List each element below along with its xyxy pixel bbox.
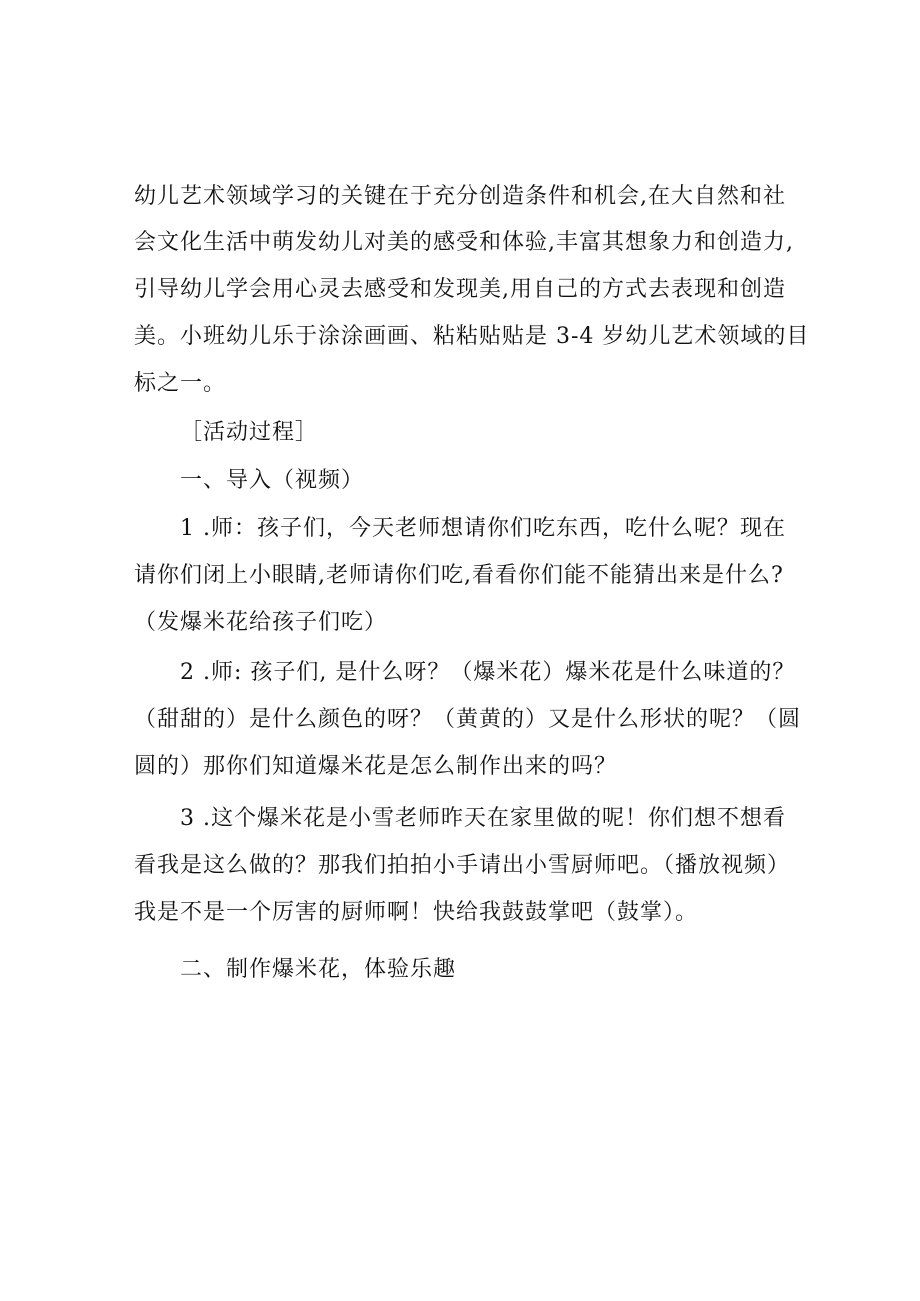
paragraph-line: 3 .这个爆米花是小雪老师昨天在家里做的呢！你们想不想看	[180, 806, 786, 831]
paragraph-line: 1 .师：孩子们，今天老师想请你们吃东西，吃什么呢？现在	[180, 516, 786, 541]
paragraph-line: 标之一。	[134, 371, 227, 396]
section-heading: 一、导入（视频）	[180, 468, 365, 493]
paragraph-line: （发爆米花给孩子们吃）	[134, 610, 388, 635]
paragraph-line: 引导幼儿学会用心灵去感受和发现美,用自己的方式去表现和创造	[134, 277, 786, 302]
paragraph-line: 我是不是一个厉害的厨师啊！快给我鼓鼓掌吧（鼓掌）。	[134, 900, 699, 925]
section-heading: ［活动过程］	[180, 420, 319, 445]
paragraph-line: 幼儿艺术领域学习的关键在于充分创造条件和机会,在大自然和社	[134, 184, 786, 209]
paragraph-line: 圆的）那你们知道爆米花是怎么制作出来的吗？	[134, 754, 618, 779]
paragraph-line: 会文化生活中萌发幼儿对美的感受和体验,丰富其想象力和创造力,	[134, 230, 794, 255]
paragraph-line: 2 .师: 孩子们, 是什么呀？（爆米花）爆米花是什么味道的？	[180, 660, 796, 685]
paragraph-line: （甜甜的）是什么颜色的呀？（黄黄的）又是什么形状的呢？（圆	[134, 707, 802, 732]
paragraph-line: 美。小班幼儿乐于涂涂画画、粘粘贴贴是 3-4 岁幼儿艺术领域的目	[134, 324, 810, 349]
paragraph-line: 看我是这么做的？那我们拍拍小手请出小雪厨师吧。（播放视频）	[134, 853, 791, 878]
section-heading: 二、制作爆米花，体验乐趣	[180, 957, 457, 982]
paragraph-line: 请你们闭上小眼睛,老师请你们吃,看看你们能不能猜出来是什么?	[134, 563, 784, 588]
